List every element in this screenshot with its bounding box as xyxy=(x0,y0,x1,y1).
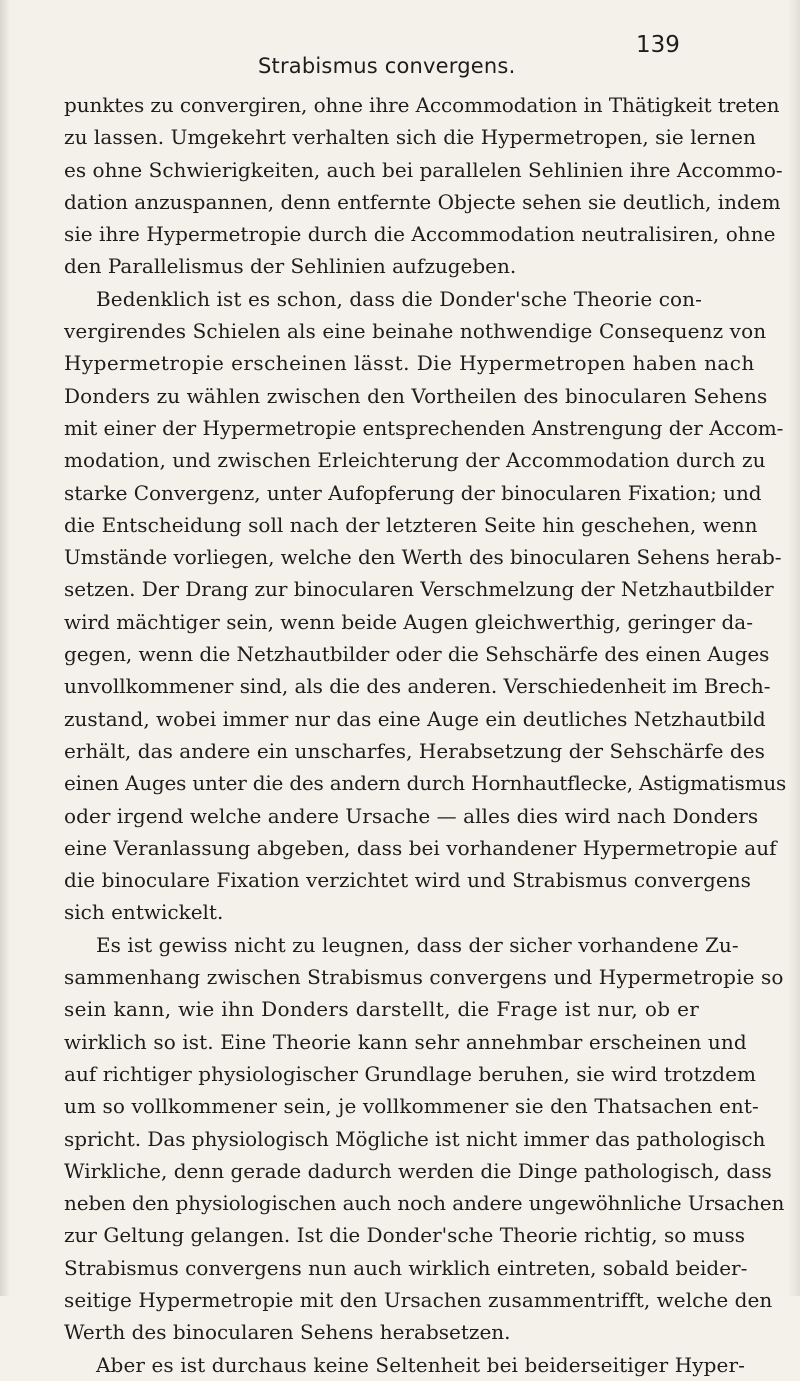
text-line: Umstände vorliegen, welche den Werth des binocularen Sehens herab- xyxy=(64,545,782,570)
running-head-title: Strabismus convergens. xyxy=(258,54,516,78)
text-line: Strabismus convergens nun auch wirklich eintreten, sobald beider- xyxy=(64,1255,748,1280)
running-head xyxy=(0,0,800,90)
text-line: unvollkommener sind, als die des anderen. Verschiedenheit im Brech- xyxy=(64,674,771,699)
text-line: neben den physiologischen auch noch andere ungewöhnliche Ursachen xyxy=(64,1191,785,1216)
text-line: punktes zu convergiren, ohne ihre Accommodation in Thätigkeit treten xyxy=(64,93,780,117)
text-line: Donders zu wählen zwischen den Vortheilen des binocularen Sehens xyxy=(64,383,768,408)
text-line: setzen. Der Drang zur binocularen Verschmelzung der Netzhautbilder xyxy=(64,577,774,602)
text-line: Bedenklich ist es schon, dass die Donder'sche Theorie con- xyxy=(96,286,703,311)
text-line: modation, und zwischen Erleichterung der Accommodation durch zu xyxy=(64,448,766,473)
text-line: die binoculare Fixation verzichtet wird und Strabismus convergens xyxy=(64,868,751,893)
text-line: sein kann, wie ihn Donders darstellt, die Frage ist nur, ob er xyxy=(64,997,700,1022)
text-line: mit einer der Hypermetropie entsprechenden Anstrengung der Accom- xyxy=(64,415,784,440)
text-line: vergirendes Schielen als eine beinahe nothwendige Consequenz von xyxy=(64,319,767,344)
text-line: zu lassen. Umgekehrt verhalten sich die Hypermetropen, sie lernen xyxy=(64,125,756,150)
text-line: wirklich so ist. Eine Theorie kann sehr annehmbar erscheinen und xyxy=(64,1029,747,1054)
text-line: erhält, das andere ein unscharfes, Herabsetzung der Sehschärfe des xyxy=(64,738,765,763)
text-line: Hypermetropie erscheinen lässt. Die Hypermetropen haben nach xyxy=(64,351,755,376)
body-text xyxy=(64,89,786,1381)
text-line: Wirkliche, denn gerade dadurch werden die Dinge pathologisch, dass xyxy=(64,1158,772,1183)
text-line: oder irgend welche andere Ursache — alles dies wird nach Donders xyxy=(64,803,759,828)
page-right-shadow xyxy=(788,0,800,1296)
text-line: gegen, wenn die Netzhautbilder oder die Sehschärfe des einen Auges xyxy=(64,642,770,667)
text-line: sie ihre Hypermetropie durch die Accommodation neutralisiren, ohne xyxy=(64,222,776,247)
text-line: auf richtiger physiologischer Grundlage beruhen, sie wird trotzdem xyxy=(64,1061,757,1086)
text-line: die Entscheidung soll nach der letzteren Seite hin geschehen, wenn xyxy=(64,512,758,537)
page-number: 139 xyxy=(636,32,680,58)
text-line: starke Convergenz, unter Aufopferung der binocularen Fixation; und xyxy=(64,480,762,505)
text-line: Werth des binocularen Sehens herabsetzen. xyxy=(64,1320,511,1345)
text-line: zustand, wobei immer nur das eine Auge ein deutliches Netzhautbild xyxy=(64,706,766,731)
page-left-shadow xyxy=(0,0,10,1296)
text-line: Aber es ist durchaus keine Seltenheit bei beiderseitiger Hyper- xyxy=(96,1352,745,1377)
text-line: zur Geltung gelangen. Ist die Donder'sche Theorie richtig, so muss xyxy=(64,1223,745,1248)
text-line: spricht. Das physiologisch Mögliche ist nicht immer das pathologisch xyxy=(64,1126,766,1151)
text-line: seitige Hypermetropie mit den Ursachen zusammentrifft, welche den xyxy=(64,1287,773,1312)
text-line: dation anzuspannen, denn entfernte Objecte sehen sie deutlich, indem xyxy=(64,189,781,214)
text-line: es ohne Schwierigkeiten, auch bei parallelen Sehlinien ihre Accommo- xyxy=(64,157,783,182)
text-line: sich entwickelt. xyxy=(64,900,224,925)
text-line: wird mächtiger sein, wenn beide Augen gleichwerthig, geringer da- xyxy=(64,609,753,634)
text-line: den Parallelismus der Sehlinien aufzugeben. xyxy=(64,254,517,279)
text-line: einen Auges unter die des andern durch Hornhautflecke, Astigmatismus xyxy=(64,771,786,796)
text-line: eine Veranlassung abgeben, dass bei vorhandener Hypermetropie auf xyxy=(64,835,777,860)
text-line: um so vollkommener sein, je vollkommener sie den Thatsachen ent- xyxy=(64,1094,759,1119)
text-line: sammenhang zwischen Strabismus convergens und Hypermetropie so xyxy=(64,965,784,990)
text-line: Es ist gewiss nicht zu leugnen, dass der sicher vorhandene Zu- xyxy=(96,932,739,957)
